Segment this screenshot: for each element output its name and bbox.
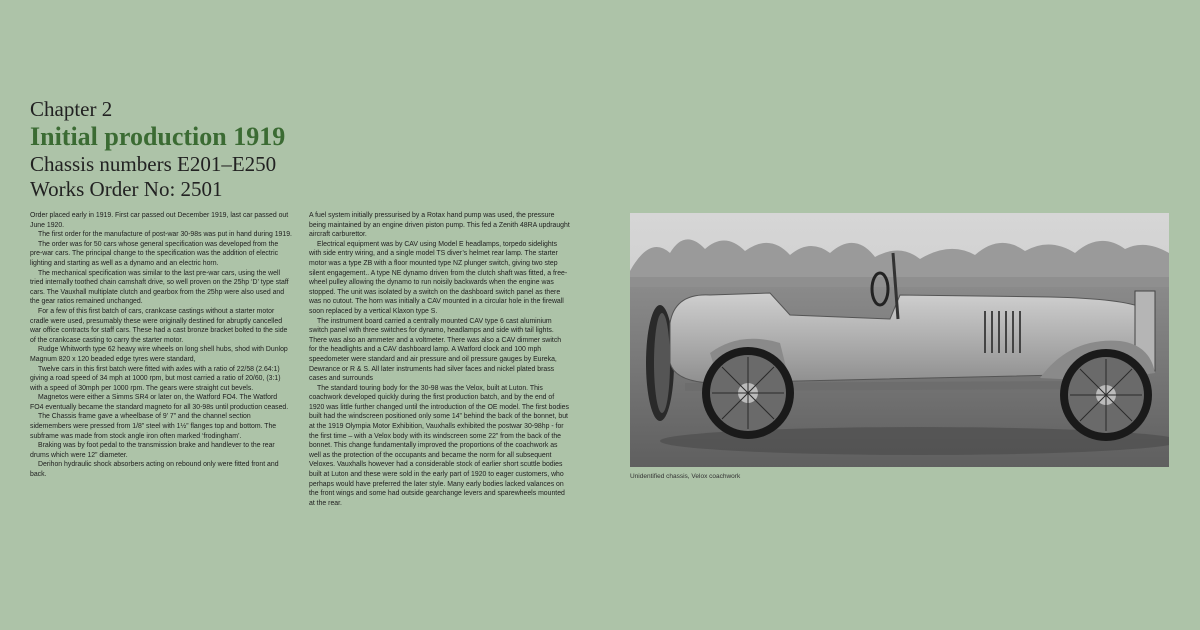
chassis-numbers: Chassis numbers E201–E250: [30, 152, 277, 176]
paragraph: Electrical equipment was by CAV using Model E headlamps, torpedo sidelights with side entry wiring, and a single model TS diver’s helmet rear lamp. The starter motor was a type ZB with a floor mounted type NZ plunger switch, giving two step silent engagement.. A type NE dynamo driven from the clutch shaft was fitted, a free-wheel pulley allowing the dynamo to run noisily backwards when the engine was stopped. The unit was isolated by a switch on the dashboard switch panel as there was no cutout. The horn was initially a CAV mounted in a circular hole in the firewall soon replaced by a vertical Klaxon type S.: [309, 240, 568, 315]
paragraph: The standard touring body for the 30-98 was the Velox, built at Luton. This coachwork developed quickly during the first production batch, and by the end of 1920 was little further changed until the introduction of the OE model. The first bodies built had the windscreen positioned only some 14” behind the back of the bonnet, but at the 1919 Olympia Motor Exhibition, Vauxhalls exhibited the postwar 30-98hp - for the first time – with a Velox body with its windscreen some 22” from the back of the bonnet. This change fundamentally improved the proportions of the coachwork as well as the protection of the occupants and became the norm for all subsequent Veloxes. Vauxhalls however had a considerable stock of earlier short scuttle bodies built at Luton and these were sold in the early part of 1920 to eager customers, who perhaps would have preferred the later style. Many early bodies lacked valances on the front wings and some had outside gearchange levers and sparewheels mounted at the rear.: [309, 384, 569, 507]
paragraph: Magnetos were either a Simms SR4 or later on, the Watford FO4. The Watford FO4 eventually became the standard magneto for all 30-98s until production ceased.: [30, 394, 289, 411]
paragraph: Braking was by foot pedal to the transmission brake and handlever to the rear drums which were 12” diameter.: [30, 442, 275, 459]
car-photo-image: [630, 213, 1169, 467]
text-column-right: [309, 211, 571, 508]
paragraph: Order placed early in 1919. First car passed out December 1919, last car passed out June 1920.: [30, 212, 289, 229]
photo-caption: Unidentified chassis, Velox coachwork: [630, 473, 741, 480]
paragraph: The instrument board carried a centrally mounted CAV type 6 cast aluminium switch panel with three switches for dynamo, headlamps and side with tail lights. There was also an ammeter and a voltmeter. There was also a CAV dimmer switch for the headlights and a CAV dashboard lamp. A Watford clock and 100 mph speedometer were standard and air pressure and oil pressure gauges by Eureka, Dewrance or R & S. All later instruments had silver faces and nickel plated brass cases and surrounds: [309, 317, 562, 383]
text-column-left: [30, 211, 292, 480]
car-photo: [630, 213, 1169, 467]
paragraph: For a few of this first batch of cars, crankcase castings without a starter motor cradle were used, presumably these were originally destined for abruptly cancelled war office contracts for staff cars. These had a cast bronze bracket bolted to the side of the crankcase casting to carry the starter motor.: [30, 307, 288, 344]
paragraph: A fuel system initially pressurised by a Rotax hand pump was used, the pressure being maintained by an engine driven piston pump. This fed a Zenith 48RA updraught aircraft carburettor.: [309, 212, 570, 239]
paragraph: The first order for the manufacture of post-war 30-98s was put in hand during 1919.: [38, 231, 292, 239]
works-order: Works Order No: 2501: [30, 177, 223, 201]
chapter-title: Initial production 1919: [30, 122, 286, 151]
chapter-label: Chapter 2: [30, 97, 113, 121]
paragraph: Rudge Whitworth type 62 heavy wire wheels on long shell hubs, shod with Dunlop Magnum 820 x 120 beaded edge tyres were standard,: [30, 346, 288, 363]
paragraph: The order was for 50 cars whose general specification was developed from the pre-war cars. The principal change to the specification was the addition of electric lighting and starting as well as a dynamo and an electric horn.: [30, 240, 279, 267]
paragraph: The Chassis frame gave a wheelbase of 9’ 7” and the channel section sidemembers were pressed from 1/8” steel with 1½” flanges top and bottom. The subframe was made from stock angle iron often marked ‘frodingham’.: [30, 413, 277, 440]
paragraph: The mechanical specification was similar to the last pre-war cars, using the well tried internally toothed chain camshaft drive, so well proven on the 25hp ‘D’ type staff cars. The Vauxhall multiplate clutch and gearbox from the 25hp were also used and the gear ratios remained unchanged.: [30, 269, 289, 306]
paragraph: Derihon hydraulic shock absorbers acting on rebound only were fitted front and back.: [30, 461, 279, 479]
paragraph: Twelve cars in this first batch were fitted with axles with a ratio of 22/58 (2.64:1) giving a road speed of 34 mph at 1000 rpm, but most carried a ratio of 20/60, (3:1) with a speed of 30mph per 1000 rpm. The gears were straight cut bevels.: [30, 365, 281, 392]
chapter-heading: [30, 96, 285, 202]
